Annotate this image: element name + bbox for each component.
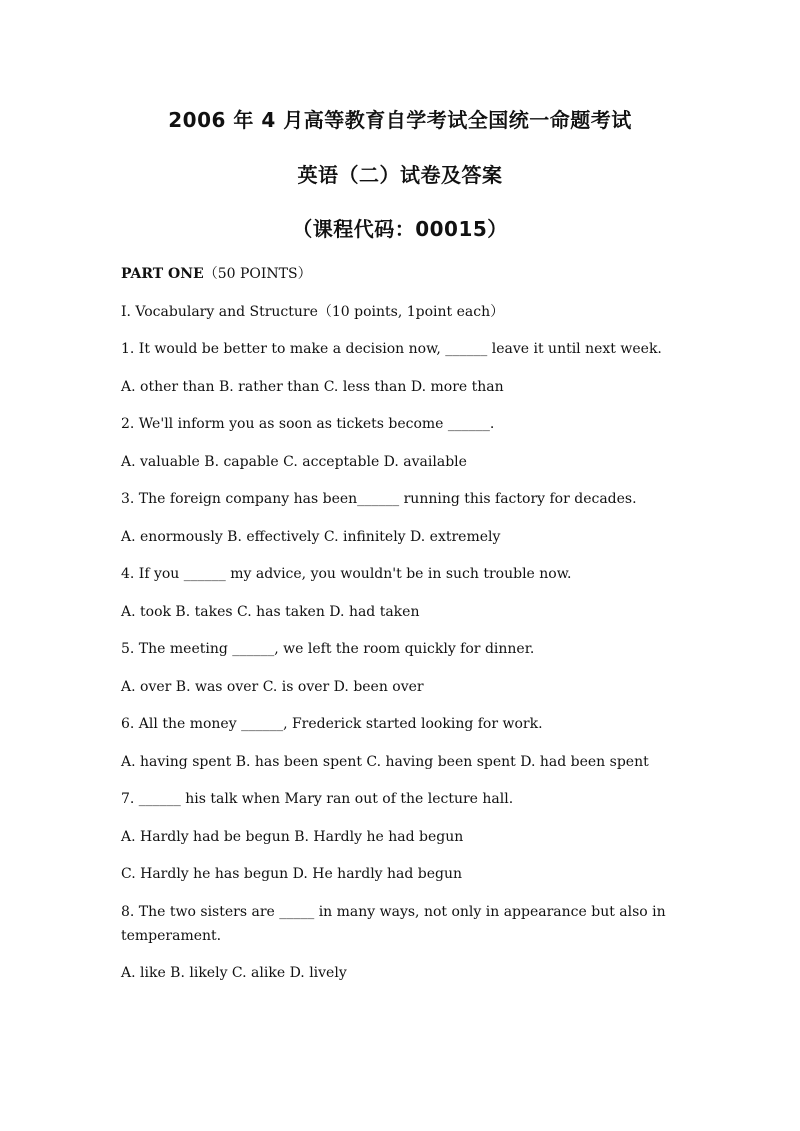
question-2: 2. We'll inform you as soon as tickets become ______. <box>121 416 495 432</box>
question-8-options: A. like B. likely C. alike D. lively <box>121 965 347 981</box>
part-name: PART ONE <box>121 266 204 282</box>
question-6: 6. All the money ______, Frederick started looking for work. <box>121 716 543 732</box>
question-2-options: A. valuable B. capable C. acceptable D. available <box>121 453 467 470</box>
question-7: 7. ______ his talk when Mary ran out of the lecture hall. <box>121 791 514 807</box>
question-5: 5. The meeting ______, we left the room quickly for dinner. <box>121 641 535 657</box>
question-1-options: A. other than B. rather than C. less than D. more than <box>121 378 504 395</box>
section-heading: I. Vocabulary and Structure（10 points, 1point each） <box>121 303 505 320</box>
question-7-options-ab: A. Hardly had be begun B. Hardly he had begun <box>121 828 464 845</box>
question-8: 8. The two sisters are _____ in many ways, not only in appearance but also in temperament. <box>121 903 671 944</box>
part-points: （50 POINTS） <box>203 266 312 282</box>
question-5-options: A. over B. was over C. is over D. been over <box>121 678 424 695</box>
question-3: 3. The foreign company has been______ running this factory for decades. <box>121 491 637 507</box>
question-1: 1. It would be better to make a decision now, ______ leave it until next week. <box>121 341 662 357</box>
exam-subtitle: 英语（二）试卷及答案 <box>297 163 503 187</box>
exam-content <box>121 262 681 999</box>
part-heading <box>121 262 681 286</box>
question-4: 4. If you ______ my advice, you wouldn't be in such trouble now. <box>121 566 572 582</box>
question-7-options-cd: C. Hardly he has begun D. He hardly had begun <box>121 866 463 882</box>
question-6-options: A. having spent B. has been spent C. having been spent D. had been spent <box>121 753 649 770</box>
question-3-options: A. enormously B. effectively C. infinitely D. extremely <box>121 528 501 545</box>
exam-title: 2006 年 4 月高等教育自学考试全国统一命题考试 <box>168 108 632 132</box>
question-4-options: A. took B. takes C. has taken D. had taken <box>121 603 420 620</box>
course-code: （课程代码：00015） <box>292 217 508 241</box>
